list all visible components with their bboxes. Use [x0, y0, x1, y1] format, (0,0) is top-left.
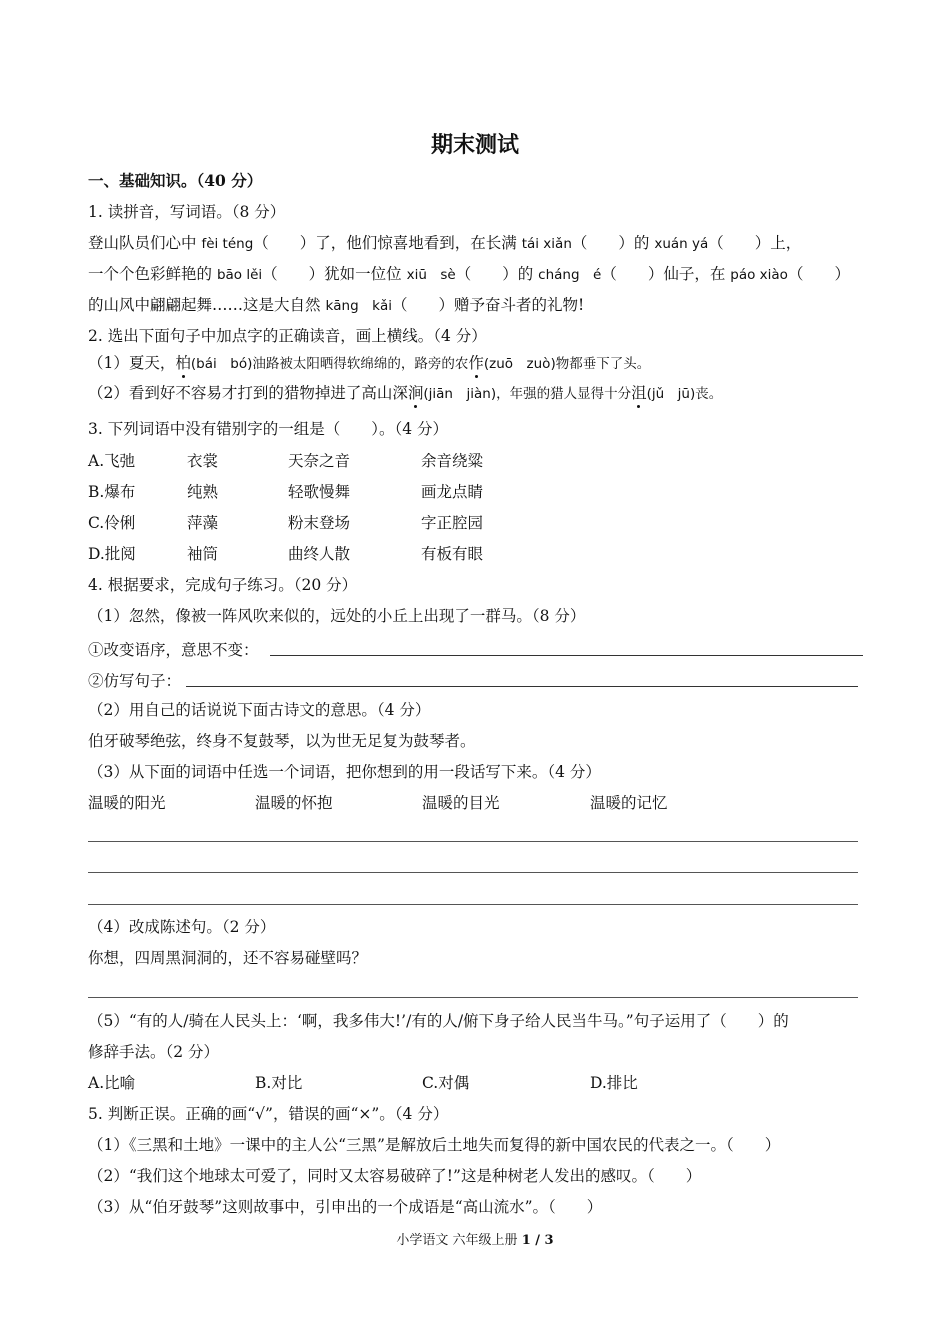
choice-b: B.对比 — [255, 1074, 303, 1092]
text: （ ）赠予奋斗者的礼物! — [392, 296, 585, 314]
text: 登山队员们心中 — [88, 234, 202, 252]
text: （1）夏天， — [88, 354, 176, 372]
q4-part-2-text: 伯牙破琴绝弦，终身不复鼓琴，以为世无足复为鼓琴者。 — [88, 732, 476, 750]
pinyin: tái xiǎn — [521, 236, 572, 252]
answer-line[interactable] — [88, 872, 858, 873]
q5-statement-2: （2）“我们这个地球太可爱了，同时又太容易破碎了!”这是种树老人发出的感叹。（ ） — [88, 1167, 702, 1185]
q5-heading: 5. 判断正误。正确的画“√”，错误的画“×”。（4 分） — [88, 1105, 449, 1123]
answer-line[interactable] — [88, 904, 858, 905]
option-a-word-2: 衣裳 — [187, 452, 219, 470]
text: （ ）犹如一位位 — [262, 265, 407, 283]
answer-line[interactable] — [88, 997, 858, 998]
option-c-word-1: C.伶俐 — [88, 514, 136, 532]
text: （ ） — [787, 265, 850, 283]
text: （ ）的 — [571, 234, 655, 252]
q2-sentence-1 — [88, 353, 650, 374]
pinyin: kāng kǎi — [325, 298, 392, 314]
q2-heading: 2. 选出下面句子中加点字的正确读音，画上横线。（4 分） — [88, 327, 487, 345]
dotted-char: 沮 — [631, 384, 647, 402]
option-a-word-3: 天奈之音 — [288, 452, 351, 470]
q4-part-1b-label: ②仿写句子： — [88, 672, 182, 690]
option-d-word-1: D.批阅 — [88, 545, 136, 563]
q4-part-4: （4）改成陈述句。（2 分） — [88, 918, 276, 936]
option-d-word-2: 袖筒 — [187, 545, 219, 563]
footer-text: 小学语文 六年级上册 — [396, 1233, 522, 1248]
q1-line-3 — [88, 295, 584, 316]
q4-heading: 4. 根据要求，完成句子练习。（20 分） — [88, 576, 358, 594]
option-b-word-4: 画龙点睛 — [421, 483, 484, 501]
option-b-word-2: 纯熟 — [187, 483, 219, 501]
word-choice: 温暖的阳光 — [88, 794, 166, 812]
dotted-char: 作 — [468, 354, 484, 372]
option-c-word-2: 萍藻 — [187, 514, 219, 532]
q5-statement-1: （1）《三黑和土地》一课中的主人公“三黑”是解放后土地失而复得的新中国农民的代表之一。（ ） — [88, 1136, 781, 1154]
pinyin-options: (bái bó)油路被太阳晒得软绵绵的，路旁的农 — [190, 356, 469, 372]
option-a-word-1: A.飞弛 — [88, 452, 136, 470]
q1-line-1 — [88, 233, 801, 254]
section-heading: 一、基础知识。（40 分） — [88, 171, 263, 190]
q3-heading: 3. 下列词语中没有错别字的一组是（ ）。（4 分） — [88, 420, 449, 438]
pinyin-options: (jiān jiàn)，年强的猎人显得十分 — [423, 386, 632, 402]
choice-a: A.比喻 — [88, 1074, 136, 1092]
pinyin: xuán yá — [654, 236, 709, 252]
page-number: 1 / 3 — [521, 1233, 554, 1248]
answer-line[interactable] — [88, 841, 858, 842]
choice-d: D.排比 — [590, 1074, 638, 1092]
page-title: 期末测试 — [430, 133, 519, 158]
q4-part-1a-label: ①改变语序，意思不变： — [88, 641, 259, 659]
answer-line[interactable] — [186, 686, 858, 687]
option-a-word-4: 余音绕粱 — [421, 452, 484, 470]
option-d-word-3: 曲终人散 — [288, 545, 351, 563]
pinyin: páo xiào — [730, 267, 788, 283]
text: （ ）上， — [708, 234, 802, 252]
dotted-char: 涧 — [407, 384, 424, 402]
pinyin: cháng é — [538, 267, 602, 283]
text: （2）看到好不容易才打到的猎物掉进了高山深 — [88, 384, 408, 402]
pinyin: bāo lěi — [216, 267, 263, 283]
q4-part-2: （2）用自己的话说说下面古诗文的意思。（4 分） — [88, 701, 431, 719]
pinyin-options: (zuō zuò)物都垂下了头。 — [483, 356, 651, 372]
q1-line-2 — [88, 264, 850, 285]
text: 一个个色彩鲜艳的 — [88, 265, 217, 283]
word-choice: 温暖的记忆 — [590, 794, 668, 812]
q4-part-5: （5）“有的人/骑在人民头上：‘啊，我多伟大!’/有的人/俯下身子给人民当牛马。”句子运用了（ ）的 — [88, 1012, 789, 1030]
option-b-word-3: 轻歌慢舞 — [288, 483, 351, 501]
q4-part-1: （1）忽然，像被一阵风吹来似的，远处的小丘上出现了一群马。（8 分） — [88, 607, 586, 625]
option-c-word-4: 字正腔园 — [421, 514, 484, 532]
text: （ ）仙子，在 — [601, 265, 731, 283]
page-footer — [0, 1229, 950, 1248]
pinyin: xiū sè — [406, 267, 456, 283]
q4-part-3: （3）从下面的词语中任选一个词语，把你想到的用一段话写下来。（4 分） — [88, 763, 601, 781]
option-c-word-3: 粉末登场 — [288, 514, 351, 532]
q4-part-5-cont: 修辞手法。（2 分） — [88, 1043, 220, 1061]
option-d-word-4: 有板有眼 — [421, 545, 484, 563]
text: 的山风中翩翩起舞……这是大自然 — [88, 296, 326, 314]
text: （ ）的 — [455, 265, 539, 283]
q5-statement-3: （3）从“伯牙鼓琴”这则故事中，引申出的一个成语是“高山流水”。（ ） — [88, 1198, 603, 1216]
option-b-word-1: B.爆布 — [88, 483, 136, 501]
text: （ ）了，他们惊喜地看到，在长满 — [253, 234, 522, 252]
q1-heading: 1. 读拼音，写词语。（8 分） — [88, 203, 286, 221]
word-choice: 温暖的怀抱 — [255, 794, 333, 812]
choice-c: C.对偶 — [422, 1074, 470, 1092]
dotted-char: 柏 — [175, 354, 191, 372]
answer-line[interactable] — [270, 655, 863, 656]
q4-part-4-text: 你想，四周黑洞洞的，还不容易碰壁吗？ — [88, 949, 368, 967]
pinyin-options: (jǔ jū)丧。 — [646, 386, 723, 402]
word-choice: 温暖的目光 — [422, 794, 500, 812]
q2-sentence-2 — [88, 383, 722, 404]
pinyin: fèi téng — [201, 236, 254, 252]
